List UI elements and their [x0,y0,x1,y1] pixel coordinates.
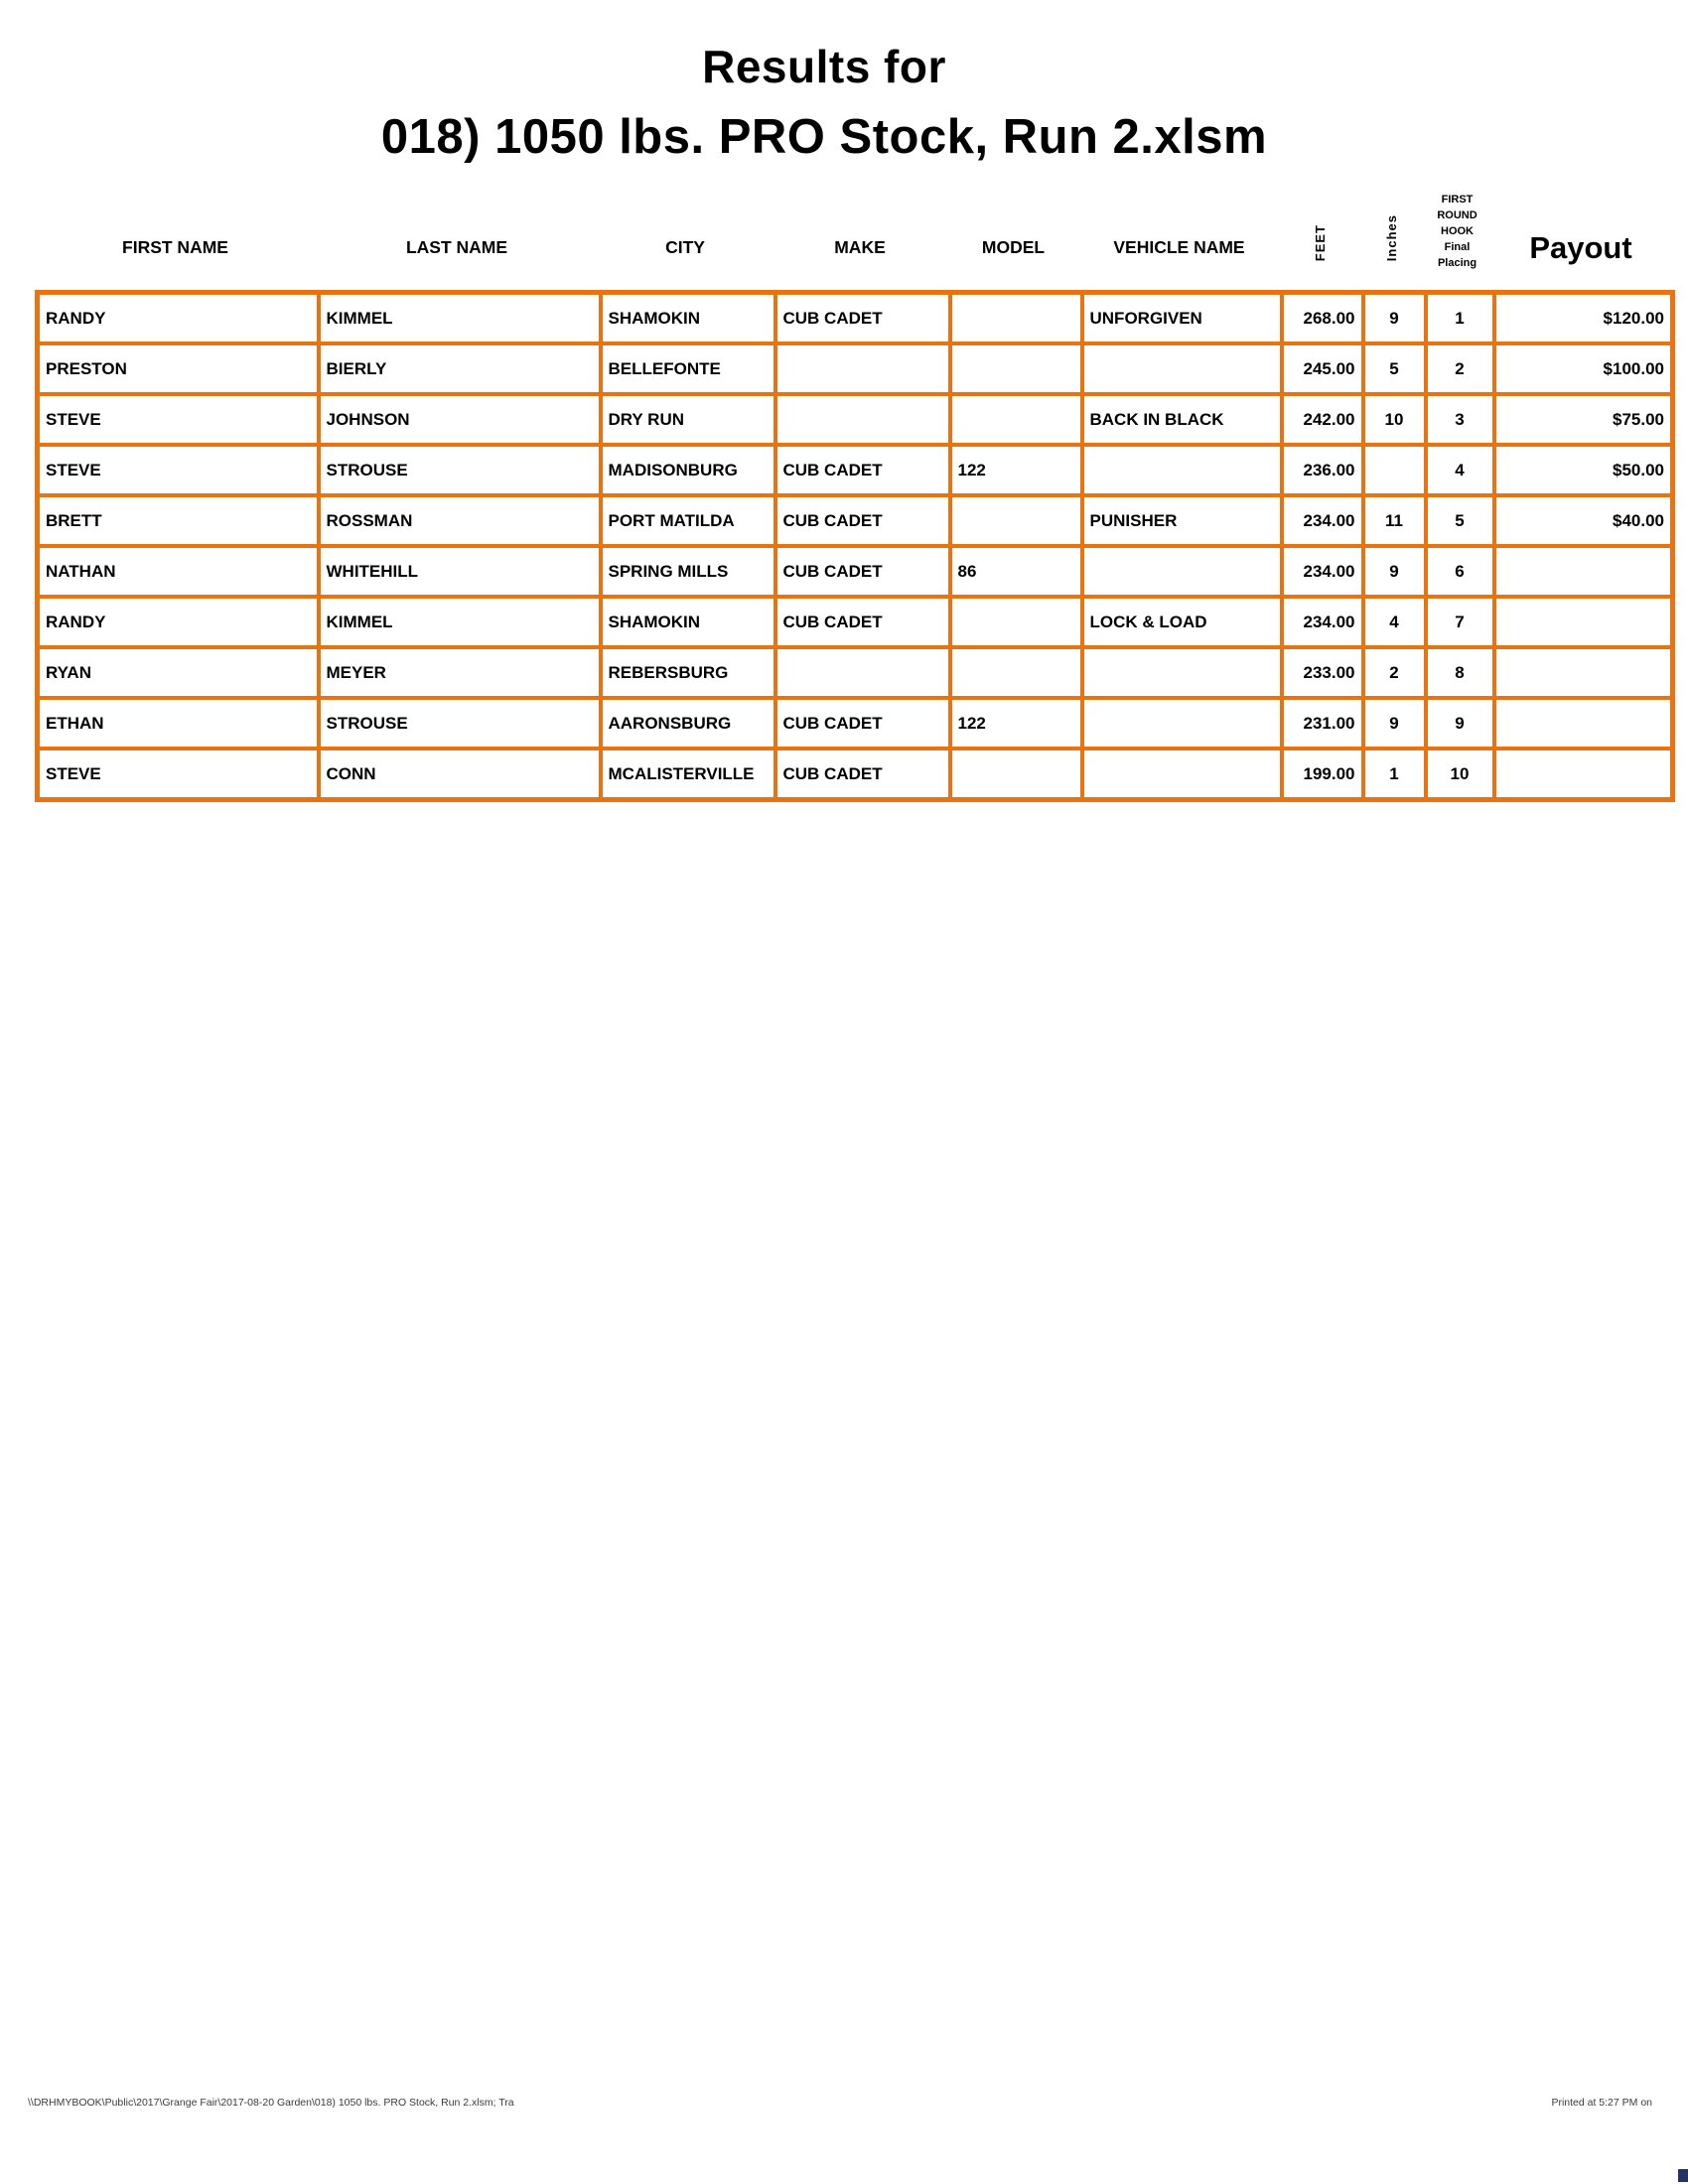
header-cell-last-name [316,167,598,290]
table-row [38,647,1673,698]
cell-vehicle-name: LOCK & LOAD [1082,597,1282,647]
footer-printed-at: Printed at 5:27 PM on [1551,2097,1652,2109]
cell-first-name: STEVE [38,445,319,495]
cell-vehicle-name [1082,647,1282,698]
cell-inches: 9 [1363,546,1426,597]
cell-payout: $75.00 [1494,394,1673,445]
header-cell-make [773,167,947,290]
cell-make [775,394,950,445]
table-row [38,698,1673,749]
table-row [38,749,1673,800]
cell-vehicle-name [1082,445,1282,495]
cell-inches: 2 [1363,647,1426,698]
cell-feet: 268.00 [1282,293,1363,344]
cell-make: CUB CADET [775,293,950,344]
cell-payout [1494,546,1673,597]
table-row [38,293,1673,344]
cell-city: SHAMOKIN [601,293,775,344]
cell-model: 122 [950,698,1082,749]
page-title-line1: Results for [702,41,946,92]
table-row [38,546,1673,597]
cell-model: 86 [950,546,1082,597]
cell-feet: 199.00 [1282,749,1363,800]
cell-vehicle-name: UNFORGIVEN [1082,293,1282,344]
cell-make [775,343,950,394]
cell-placing: 1 [1426,293,1494,344]
cell-inches: 11 [1363,495,1426,546]
cell-feet: 242.00 [1282,394,1363,445]
cell-first-name: STEVE [38,749,319,800]
cell-vehicle-name: BACK IN BLACK [1082,394,1282,445]
results-table-header [35,167,1670,290]
cell-inches: 9 [1363,293,1426,344]
cell-vehicle-name: PUNISHER [1082,495,1282,546]
cell-last-name: STROUSE [319,698,601,749]
cell-last-name: WHITEHILL [319,546,601,597]
header-cell-placing [1423,167,1491,290]
table-row [38,343,1673,394]
col-header-last-name: LAST NAME [405,237,508,257]
col-header-make: MAKE [834,237,886,257]
table-row [38,445,1673,495]
cell-placing: 5 [1426,495,1494,546]
cell-city: AARONSBURG [601,698,775,749]
table-row [38,597,1673,647]
cell-feet: 231.00 [1282,698,1363,749]
header-cell-vehicle-name [1079,167,1279,290]
table-row [38,394,1673,445]
cell-last-name: JOHNSON [319,394,601,445]
cell-city: PORT MATILDA [601,495,775,546]
cell-first-name: BRETT [38,495,319,546]
cell-feet: 233.00 [1282,647,1363,698]
cell-inches: 9 [1363,698,1426,749]
cell-model [950,597,1082,647]
placing-line-1: FIRST [1441,194,1474,206]
cell-model [950,749,1082,800]
cell-model: 122 [950,445,1082,495]
results-table [35,290,1675,802]
cell-payout [1494,647,1673,698]
header-cell-feet [1279,167,1360,290]
cell-last-name: STROUSE [319,445,601,495]
cell-model [950,343,1082,394]
cell-payout [1494,698,1673,749]
cell-feet: 234.00 [1282,597,1363,647]
cell-placing: 6 [1426,546,1494,597]
cell-inches: 4 [1363,597,1426,647]
cell-make: CUB CADET [775,749,950,800]
cell-payout: $120.00 [1494,293,1673,344]
cell-model [950,495,1082,546]
header-cell-inches [1360,167,1423,290]
cell-model [950,647,1082,698]
cell-last-name: MEYER [319,647,601,698]
col-header-placing [1423,193,1491,272]
cell-first-name: RYAN [38,647,319,698]
cell-last-name: ROSSMAN [319,495,601,546]
cell-city: MCALISTERVILLE [601,749,775,800]
col-header-feet: FEET [1312,223,1328,261]
footer-file-path: \\DRHMYBOOK\Public\2017\Grange Fair\2017-08-20 Garden\018) 1050 lbs. PRO Stock, Run 2.xlsm; Tra [28,2097,514,2109]
cell-make [775,647,950,698]
cell-vehicle-name [1082,546,1282,597]
placing-line-2: ROUND [1437,209,1477,222]
cell-first-name: STEVE [38,394,319,445]
cell-make: CUB CADET [775,597,950,647]
cell-first-name: RANDY [38,293,319,344]
cell-last-name: BIERLY [319,343,601,394]
cell-payout [1494,597,1673,647]
header-cell-first-name [35,167,316,290]
cell-model [950,394,1082,445]
cell-feet: 245.00 [1282,343,1363,394]
cell-make: CUB CADET [775,445,950,495]
cell-inches [1363,445,1426,495]
cell-payout [1494,749,1673,800]
cell-city: SPRING MILLS [601,546,775,597]
page-title-line2: 018) 1050 lbs. PRO Stock, Run 2.xlsm [380,110,1268,164]
header-cell-model [947,167,1079,290]
placing-line-4: Final [1444,241,1471,254]
cell-first-name: RANDY [38,597,319,647]
cell-feet: 234.00 [1282,546,1363,597]
cell-first-name: PRESTON [38,343,319,394]
header-cell-city [598,167,773,290]
cell-placing: 2 [1426,343,1494,394]
page-corner-mark [1678,2169,1688,2182]
cell-vehicle-name [1082,749,1282,800]
cell-inches: 1 [1363,749,1426,800]
cell-payout: $100.00 [1494,343,1673,394]
cell-last-name: KIMMEL [319,293,601,344]
cell-make: CUB CADET [775,495,950,546]
cell-city: MADISONBURG [601,445,775,495]
cell-vehicle-name [1082,698,1282,749]
cell-last-name: KIMMEL [319,597,601,647]
cell-city: BELLEFONTE [601,343,775,394]
cell-inches: 5 [1363,343,1426,394]
col-header-first-name: FIRST NAME [122,237,228,257]
cell-placing: 3 [1426,394,1494,445]
cell-payout: $50.00 [1494,445,1673,495]
col-header-model: MODEL [981,237,1046,257]
col-header-payout: Payout [1529,230,1632,265]
cell-feet: 234.00 [1282,495,1363,546]
cell-make: CUB CADET [775,546,950,597]
cell-payout: $40.00 [1494,495,1673,546]
cell-city: DRY RUN [601,394,775,445]
header-cell-payout [1491,167,1670,290]
cell-model [950,293,1082,344]
cell-placing: 4 [1426,445,1494,495]
cell-inches: 10 [1363,394,1426,445]
cell-city: SHAMOKIN [601,597,775,647]
cell-first-name: ETHAN [38,698,319,749]
col-header-city: CITY [665,237,705,257]
cell-feet: 236.00 [1282,445,1363,495]
results-table-body [38,293,1673,800]
col-header-vehicle-name: VEHICLE NAME [1113,237,1245,257]
cell-city: REBERSBURG [601,647,775,698]
cell-last-name: CONN [319,749,601,800]
cell-placing: 8 [1426,647,1494,698]
cell-placing: 7 [1426,597,1494,647]
col-header-inches: Inches [1384,213,1399,261]
cell-first-name: NATHAN [38,546,319,597]
cell-vehicle-name [1082,343,1282,394]
cell-placing: 10 [1426,749,1494,800]
placing-line-5: Placing [1437,257,1477,270]
cell-placing: 9 [1426,698,1494,749]
table-row [38,495,1673,546]
placing-line-3: HOOK [1441,225,1474,238]
cell-make: CUB CADET [775,698,950,749]
